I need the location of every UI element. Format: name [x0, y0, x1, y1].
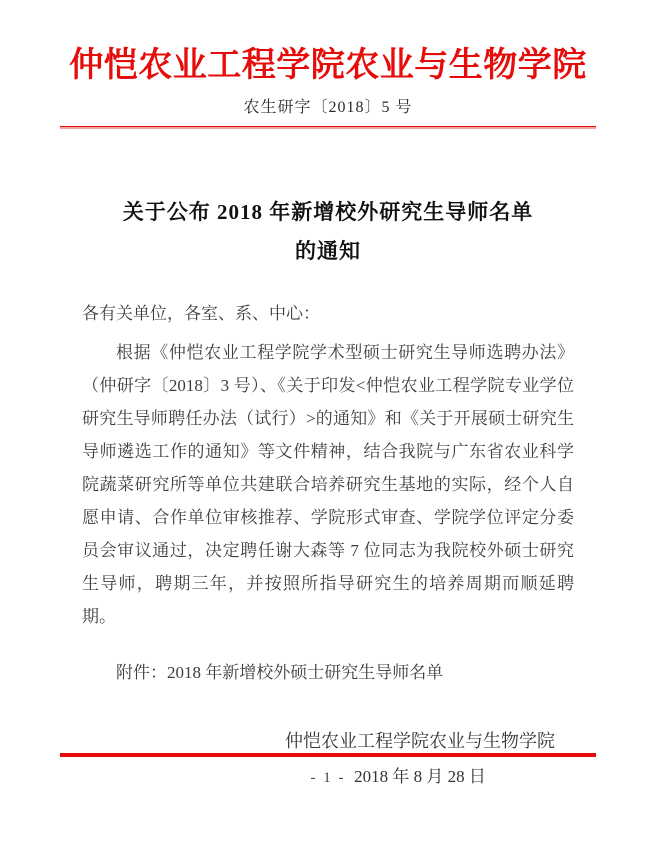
body-text-block — [0, 297, 656, 795]
page-footer — [0, 753, 656, 787]
letterhead-org-title: 仲恺农业工程学院农业与生物学院 — [69, 47, 587, 84]
paragraph-line: 生导师，聘期三年，并按照所指导研究生的培养周期而顺延聘期。 — [82, 574, 574, 626]
paragraph-line: 根据《仲恺农业工程学院学术型硕士研究生导师选聘办法》 — [116, 343, 574, 362]
paragraph-line: 愿申请、合作单位审核推荐、学院形式审查、学院学位评定分委 — [82, 508, 574, 527]
footer-divider-line — [60, 753, 596, 757]
document-title-line1: 关于公布 2018 年新增校外研究生导师名单 — [122, 200, 534, 224]
letterhead — [0, 0, 656, 129]
signature-org-name: 仲恺农业工程学院农业与生物学院 — [285, 731, 555, 751]
document-number: 农生研字〔2018〕5 号 — [243, 99, 413, 116]
paragraph-line: 导师遴选工作的通知》等文件精神，结合我院与广东省农业科学 — [82, 442, 574, 461]
attachment-line: 附件：2018 年新增校外硕士研究生导师名单 — [116, 663, 444, 682]
paragraph-line: 员会审议通过，决定聘任谢大森等 7 位同志为我院校外硕士研究 — [82, 541, 574, 560]
salutation-line: 各有关单位，各室、系、中心： — [82, 304, 320, 323]
document-body — [0, 193, 656, 795]
paragraph-line: 研究生导师聘任办法（试行）>的通知》和《关于开展硕士研究生 — [82, 409, 574, 428]
document-title-line2: 的通知 — [295, 239, 361, 263]
document-title — [0, 193, 656, 271]
signature-date: 2018 年 8 月 28 日 — [354, 767, 486, 786]
letterhead-divider-line — [60, 126, 596, 129]
paragraph-line: 院蔬菜研究所等单位共建联合培养研究生基地的实际，经个人自 — [82, 475, 574, 494]
main-paragraph — [82, 336, 574, 633]
page-number: - 1 - — [310, 770, 346, 786]
paragraph-line: （仲研字〔2018〕3 号）、《关于印发<仲恺农业工程学院专业学位 — [82, 376, 574, 395]
